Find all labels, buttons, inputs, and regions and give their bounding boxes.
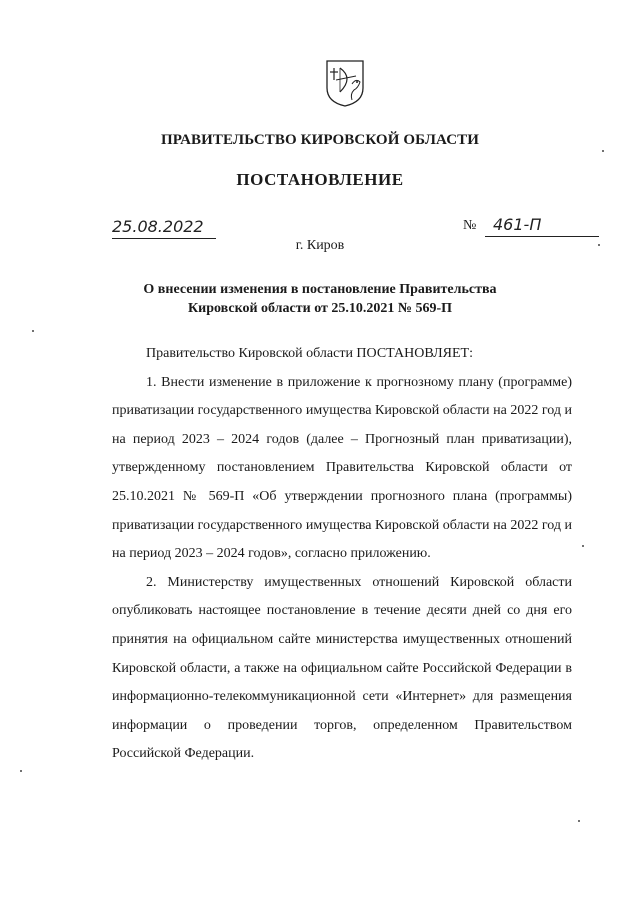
scan-speck — [582, 545, 584, 547]
organization-title: ПРАВИТЕЛЬСТВО КИРОВСКОЙ ОБЛАСТИ — [161, 132, 479, 148]
number-sign: № — [463, 218, 477, 233]
document-type: ПОСТАНОВЛЕНИЕ — [236, 170, 404, 189]
city: г. Киров — [295, 238, 345, 253]
document-subject — [120, 280, 520, 318]
scan-speck — [578, 820, 580, 822]
scan-speck — [598, 244, 600, 246]
subject-line-1: О внесении изменения в постановление Правительства — [143, 282, 497, 297]
scan-speck — [32, 330, 34, 332]
scan-speck — [20, 770, 22, 772]
clause-1: 1. Внести изменение в приложение к прогнозному плану (программе) приватизации государственного имущества Кировской области на 2022 год и на период 2023 – 2024 годов (далее – Прогнозный план приватизации), утвержденному постановлением Правительства Кировской области от 25.10.2021 № 569-П «Об утверждении прогнозного плана (программы) приватизации государственного имущества Кировской области на 2022 год и на период 2023 – 2024 годов», согласно приложению. — [112, 374, 572, 562]
preamble: Правительство Кировской области ПОСТАНОВЛЯЕТ: — [146, 346, 473, 361]
scan-speck — [602, 150, 604, 152]
clause-2: 2. Министерству имущественных отношений Кировской области опубликовать настоящее постановление в течение десяти дней со дня его принятия на официальном сайте министерства имущественных отношений Кировской области, а также на официальном сайте Российской Федерации в информационно-телекоммуникационной сети «Интернет» для размещения информации о проведении торгов, определенном Правительством Российской Федерации. — [112, 574, 572, 762]
document-date: 25.08.2022 — [112, 218, 216, 239]
number-value: 461-П — [485, 216, 599, 237]
subject-line-2: Кировской области от 25.10.2021 № 569-П — [187, 301, 453, 316]
coat-of-arms-icon — [324, 58, 366, 108]
document-body — [112, 340, 572, 769]
